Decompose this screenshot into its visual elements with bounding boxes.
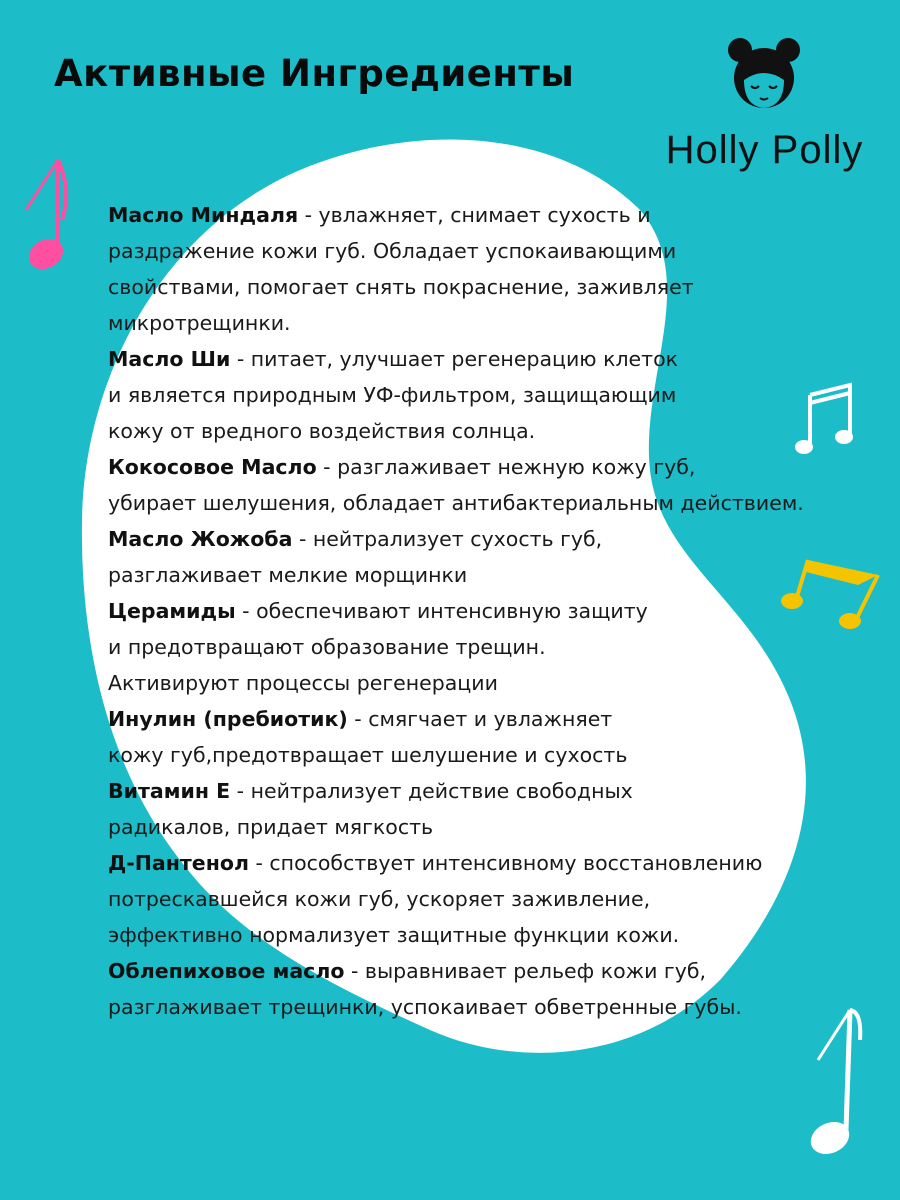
ingredient-name: Витамин Е <box>108 779 231 803</box>
ingredient-name: Масло Миндаля <box>108 203 299 227</box>
ingredient-name: Масло Ши <box>108 347 231 371</box>
ingredients-list <box>108 197 868 1025</box>
ingredient-description: - питает, улучшает регенерацию клеток <box>230 347 679 371</box>
ingredient-description: разглаживает мелкие морщинки <box>108 563 468 587</box>
ingredient-description: свойствами, помогает снять покраснение, заживляет <box>108 275 694 299</box>
ingredient-description: раздражение кожи губ. Обладает успокаивающими <box>108 239 677 263</box>
girl-face-logo-icon <box>724 36 804 116</box>
brand-logo <box>652 36 877 186</box>
ingredient-name: Масло Жожоба <box>108 527 293 551</box>
ingredient-name: Д-Пантенол <box>108 851 249 875</box>
ingredient-ceramides <box>108 593 868 701</box>
ingredient-sea-buckthorn-oil <box>108 953 868 1025</box>
ingredient-description: эффективно нормализует защитные функции кожи. <box>108 923 680 947</box>
ingredient-description: - разглаживает нежную кожу губ, <box>316 455 696 479</box>
ingredient-inulin <box>108 701 868 773</box>
ingredient-description: и предотвращают образование трещин. <box>108 635 546 659</box>
ingredient-d-panthenol <box>108 845 868 953</box>
page-title: Активные Ингредиенты <box>54 52 575 95</box>
ingredient-description: - смягчает и увлажняет <box>347 707 613 731</box>
ingredient-description: убирает шелушения, обладает антибактериальным действием. <box>108 491 804 515</box>
ingredient-description: - нейтрализует сухость губ, <box>292 527 603 551</box>
ingredient-jojoba-oil <box>108 521 868 593</box>
pink-music-note-icon <box>22 150 82 280</box>
ingredient-description: разглаживает трещинки, успокаивает обветренные губы. <box>108 995 742 1019</box>
ingredient-description: кожу губ,предотвращает шелушение и сухость <box>108 743 628 767</box>
ingredient-shea-butter <box>108 341 868 449</box>
ingredient-description: и является природным УФ-фильтром, защищающим <box>108 383 677 407</box>
ingredient-description: - увлажняет, снимает сухость и <box>298 203 651 227</box>
ingredient-description: - обеспечивают интенсивную защиту <box>235 599 648 623</box>
ingredient-description: - нейтрализует действие свободных <box>230 779 633 803</box>
ingredient-description: - выравнивает рельеф кожи губ, <box>344 959 706 983</box>
ingredient-description: радикалов, придает мягкость <box>108 815 434 839</box>
ingredient-name: Кокосовое Масло <box>108 455 317 479</box>
ingredient-name: Инулин (пребиотик) <box>108 707 348 731</box>
ingredient-name: Церамиды <box>108 599 236 623</box>
ingredient-description: Активируют процессы регенерации <box>108 671 498 695</box>
brand-name: Holly Polly <box>665 128 864 172</box>
ingredient-description: потрескавшейся кожи губ, ускоряет заживление, <box>108 887 651 911</box>
ingredient-coconut-oil <box>108 449 868 521</box>
ingredient-description: - способствует интенсивному восстановлению <box>248 851 763 875</box>
ingredient-description: кожу от вредного воздействия солнца. <box>108 419 536 443</box>
ingredient-description: микротрещинки. <box>108 311 291 335</box>
ingredient-almond-oil <box>108 197 868 341</box>
ingredient-vitamin-e <box>108 773 868 845</box>
ingredient-name: Облепиховое масло <box>108 959 345 983</box>
